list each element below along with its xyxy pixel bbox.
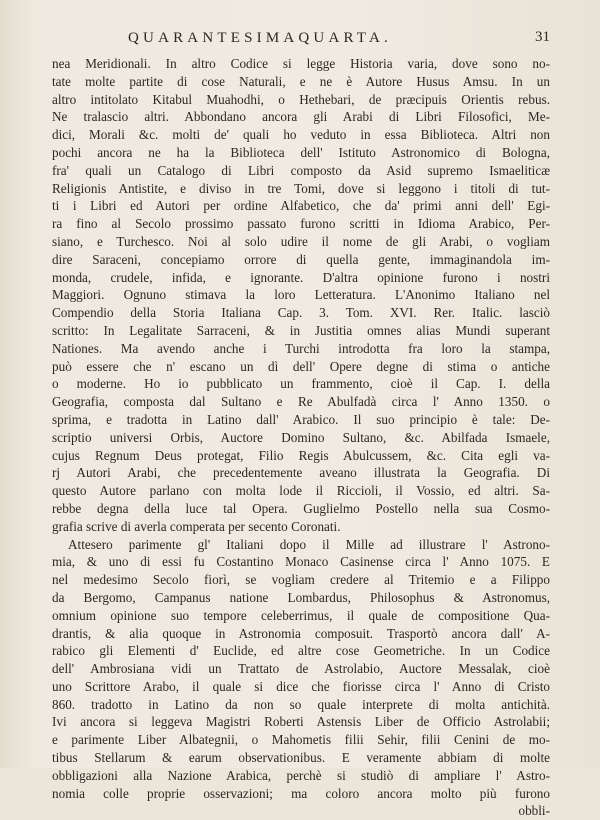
text-line: obbligazioni alla Nazione Arabica, perchè si studiò di ampliare l' Astro- [52, 767, 550, 783]
text-line: ra fino al Secolo prossimo passato furono scritti in Idioma Arabico, Per- [52, 216, 550, 232]
text-line: Compendio della Storia Italiana Cap. 3. Tom. XVI. Rer. Italic. lasciò [52, 305, 550, 321]
text-line: dici, Morali &c. molti de' quali ho veduto in essa Biblioteca. Altri non [52, 127, 550, 143]
text-line: Ne tralascio altri. Abbondano ancora gli Arabi di Libri Filosofici, Me- [52, 109, 550, 125]
text-line: ti i Libri ed Autori per ordine Alfabetico, che da' primi anni dell' Egi- [52, 198, 550, 214]
text-line: da Bergomo, Campanus natione Lombardus, Philosophus & Astronomus, [52, 589, 550, 605]
text-line: rabico gli Elementi d' Euclide, ed altre cose Geometriche. In un Codice [52, 643, 550, 659]
text-line: rebbe degna della luce tal Opera. Guglielmo Postello nella sua Cosmo- [52, 500, 550, 516]
text-line: sprima, e tradotta in Latino dall' Arabico. Il suo principio è tale: De- [52, 411, 550, 427]
text-line: fra' quali un Catalogo di Libri composto da Asid supremo Ismaeliticæ [52, 162, 550, 178]
text-line: scritto: In Legalitate Sarraceni, & in Justitia omnes alias Mundi superant [52, 322, 550, 338]
text-line: mia, & uno di essi fu Costantino Monaco Casinense circa l' Anno 1075. E [52, 554, 550, 570]
text-line: tibus Stellarum & earum observationibus. E veramente abbiam di molte [52, 750, 550, 766]
text-line: Maggiori. Ognuno stimava la loro Letteratura. L'Anonimo Italiano nel [52, 287, 550, 303]
text-line: nea Meridionali. In altro Codice si legge Historia varia, dove sono no- [52, 56, 550, 71]
catchword: obbli- [518, 803, 550, 819]
text-line: pochi ancora ne ha la Biblioteca dell' Istituto Astronomico di Bologna, [52, 144, 550, 160]
paragraph-start-line: Attesero parimente gl' Italiani dopo il Mille ad illustrare l' Astrono- [68, 536, 550, 552]
text-line: altro intitolato Kitabul Muahodhi, o Hethebari, de præcipuis Orientis rebus. [52, 91, 550, 107]
text-line: Nationes. Ma avendo anche i Turchi introdotta fra loro la stampa, [52, 340, 550, 356]
text-line: Geografia, composta dal Sultano e Re Abulfadà circa l' Anno 1350. o [52, 394, 550, 410]
text-line: cujus Regnum Deus protegat, Filio Regis Abulcussem, &c. Cita egli va- [52, 447, 550, 463]
text-line: o moderne. Ho io pubblicato un frammento, cioè il Cap. I. della [52, 376, 550, 392]
text-line: rj Autori Arabi, che precedentemente aveano illustrata la Geografia. Di [52, 465, 550, 481]
text-line: e parimente Liber Albategnii, o Mahometis filii Sehir, filii Cenini de mo- [52, 732, 550, 748]
text-line: Ivi ancora si leggeva Magistri Roberti Astensis Liber de Officio Astrolabii; [52, 714, 550, 730]
text-line: dire Saraceni, concepiamo orrore di quella gente, immaginandola im- [52, 251, 550, 267]
text-line: dell' Ambrosiana vidi un Trattato de Astrolabio, Auctore Messalak, cioè [52, 661, 550, 677]
text-line: questo Autore parlano con molta lode il Riccioli, il Vossio, ed altri. Sa- [52, 483, 550, 499]
text-line: nomia colle proprie osservazioni; ma coloro ancora molto più furono [52, 785, 550, 801]
paragraph-end-line: grafia scrive di averla comperata per secento Coronati. [52, 518, 341, 534]
page-header [52, 30, 550, 52]
text-line: omnium opinione suo tempore celeberrimus, il quale de compositione Qua- [52, 607, 550, 623]
text-line: 860. tradotto in Latino da non so quale interprete di molta antichità. [52, 696, 550, 712]
text-line: scriptio universi Orbis, Auctore Domino Sultano, &c. Abilfada Ismaele, [52, 429, 550, 445]
body-text [52, 55, 550, 820]
text-line: Religionis Antistite, e diviso in tre Tomi, dove si leggono i titoli di tut- [52, 180, 550, 196]
text-line: siano, e Turchesco. Noi al solo udire il nome de gli Arabi, o vogliam [52, 233, 550, 249]
running-title: QUARANTESIMAQUARTA. [128, 30, 392, 46]
page-number: 31 [535, 29, 550, 45]
text-line: monda, crudele, infida, e ignorante. D'altra opinione furono i nostri [52, 269, 550, 285]
text-line: tate molte partite di cose Naturali, e ne è Autore Husus Amsu. In un [52, 73, 550, 89]
text-line: nel medesimo Secolo fiorì, se vogliam credere al Tritemio e a Filippo [52, 572, 550, 588]
text-line: drantis, & alia quoque in Astronomia composuit. Trasportò ancora dall' A- [52, 625, 550, 641]
text-line: uno Scrittore Arabo, il quale si dice che fiorisse circa l' Anno di Cristo [52, 678, 550, 694]
text-line: può essere che n' escano un dì dell' Opere degne di stima o antiche [52, 358, 550, 374]
